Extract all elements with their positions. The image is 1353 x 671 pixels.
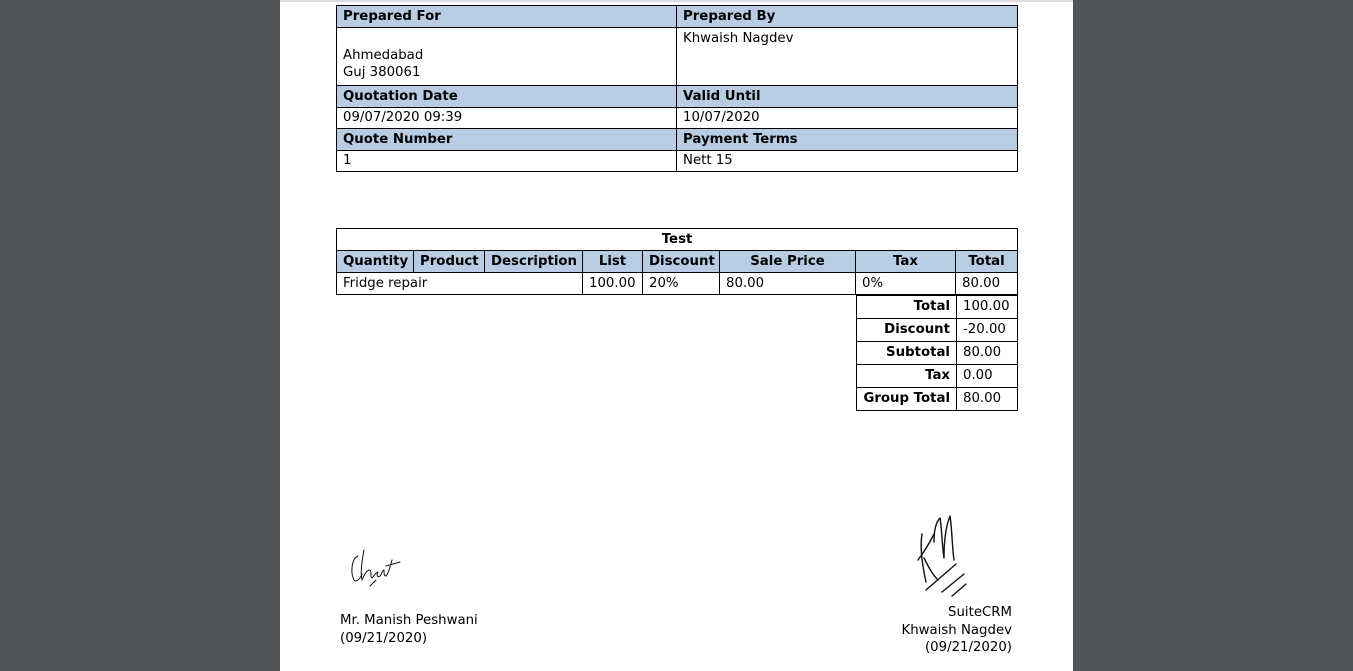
totals-table	[856, 295, 1018, 411]
client-sign-date: (09/21/2020)	[340, 631, 428, 646]
totals-label: Total	[857, 296, 957, 319]
user-signature	[912, 512, 972, 598]
prepared-by-value	[677, 28, 1018, 86]
totals-row-discount	[857, 319, 1018, 342]
totals-label: Subtotal	[857, 342, 957, 365]
prepared-by-name: Khwaish Nagdev	[683, 31, 794, 46]
cell-sale-price: 80.00	[720, 273, 856, 295]
prepared-for-header: Prepared For	[337, 6, 677, 28]
client-signature	[346, 546, 406, 590]
quote-info-table	[336, 5, 1018, 172]
valid-until-value: 10/07/2020	[677, 108, 1018, 129]
totals-row-group-total	[857, 388, 1018, 411]
address-line-2: Guj 380061	[343, 65, 421, 80]
cell-list: 100.00	[583, 273, 643, 295]
totals-value: 80.00	[957, 342, 1018, 365]
totals-label: Group Total	[857, 388, 957, 411]
line-items-table	[336, 228, 1018, 295]
col-header-tax: Tax	[856, 251, 956, 273]
col-header-total: Total	[956, 251, 1018, 273]
cell-discount: 20%	[643, 273, 720, 295]
totals-label: Tax	[857, 365, 957, 388]
col-header-quantity: Quantity	[337, 251, 414, 273]
col-header-description: Description	[485, 251, 583, 273]
pdf-page	[280, 0, 1073, 671]
totals-row-subtotal	[857, 342, 1018, 365]
cell-tax: 0%	[856, 273, 956, 295]
client-signature-block	[340, 612, 478, 648]
totals-value: -20.00	[957, 319, 1018, 342]
user-sign-date: (09/21/2020)	[924, 640, 1012, 655]
cell-total: 80.00	[956, 273, 1018, 295]
totals-row-tax	[857, 365, 1018, 388]
client-name: Mr. Manish Peshwani	[340, 613, 478, 628]
totals-value: 100.00	[957, 296, 1018, 319]
col-header-discount: Discount	[643, 251, 720, 273]
payment-terms-header: Payment Terms	[677, 129, 1018, 151]
prepared-by-header: Prepared By	[677, 6, 1018, 28]
user-signature-block	[902, 604, 1012, 657]
totals-row-total	[857, 296, 1018, 319]
cell-product: Fridge repair	[337, 273, 583, 295]
group-title: Test	[337, 229, 1018, 251]
col-header-product: Product	[414, 251, 485, 273]
col-header-list: List	[583, 251, 643, 273]
prepared-for-address	[337, 28, 677, 86]
col-header-sale-price: Sale Price	[720, 251, 856, 273]
totals-value: 0.00	[957, 365, 1018, 388]
company-name: SuiteCRM	[948, 605, 1012, 620]
page-edge	[280, 0, 1073, 2]
totals-value: 80.00	[957, 388, 1018, 411]
valid-until-header: Valid Until	[677, 86, 1018, 108]
table-row	[337, 273, 1018, 295]
totals-label: Discount	[857, 319, 957, 342]
address-line-1: Ahmedabad	[343, 48, 424, 63]
quotation-date-header: Quotation Date	[337, 86, 677, 108]
quotation-date-value: 09/07/2020 09:39	[337, 108, 677, 129]
payment-terms-value: Nett 15	[677, 151, 1018, 172]
quote-number-value: 1	[337, 151, 677, 172]
quote-number-header: Quote Number	[337, 129, 677, 151]
user-name: Khwaish Nagdev	[901, 622, 1012, 638]
